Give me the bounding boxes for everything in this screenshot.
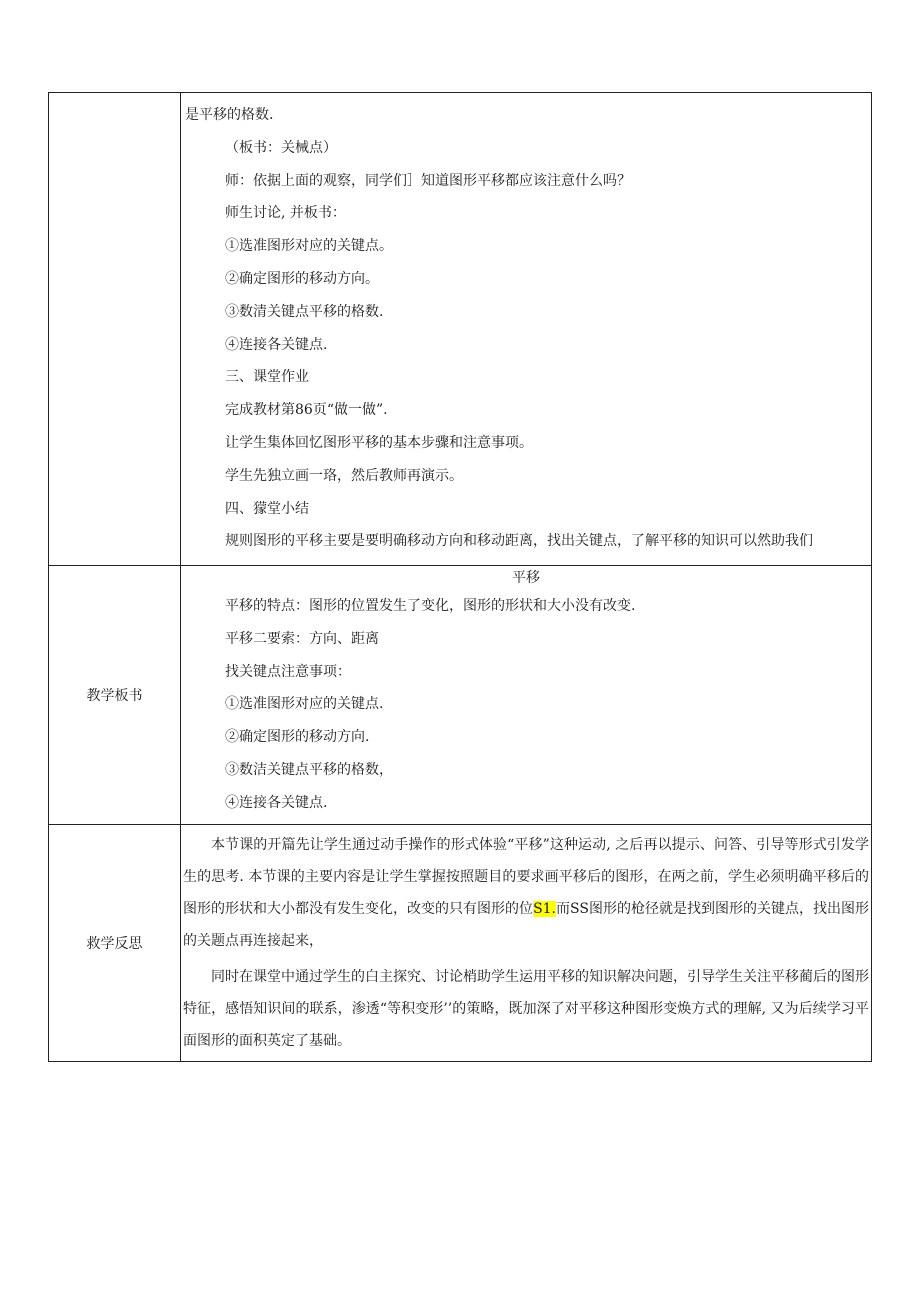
row-content xyxy=(181,824,872,1061)
board-title: 平移 xyxy=(512,570,540,586)
paragraph-text: 本节课的开篇先让学生通过动手操作的形式体验“平移”这种运动, 之后再以提示、问答、引导等形式引发学生的思考. 本节课的主要内容是让学生掌握按照题目的要求画平移后的图形，在两之前，学生必须明确平移后的图形的形状和大小都没有发生变化，改变的只有图形的位 xyxy=(183,836,869,917)
text-line: 是平移的格数. xyxy=(185,107,274,123)
text-line: 平移二要索：方向、距离 xyxy=(225,630,379,647)
table-row xyxy=(49,824,872,1061)
lesson-table xyxy=(48,92,872,1062)
highlighted-text: S1. xyxy=(533,900,557,917)
text-line: 规则图形的平移主要是要明确移动方向和移动距离，找出关键点，了解平移的知识可以然助我们 xyxy=(225,533,813,550)
text-line: ①选准图形对应的关键点. xyxy=(225,696,384,713)
text-line: 师生讨论, 并板书： xyxy=(225,205,346,222)
text-line: 找关键点注意事项： xyxy=(225,663,351,680)
text-line: ④连接各关键点. xyxy=(225,794,328,811)
row-label-empty xyxy=(49,93,181,566)
text-line: ③数清关键点平移的格数. xyxy=(225,303,384,320)
reflection-paragraph: 同时在课堂中通过学生的白主探究、讨论梢助学生运用平移的知识解决问题，引导学生关注平移蔺后的图形特征，感悟知识间的联系，渗透“等积变形’’的策略，既加深了对平移这种图形变焕方式的理解, 又为后续学习平面图形的面积英定了基础。 xyxy=(183,968,869,1049)
row-label: 救学反思 xyxy=(49,824,181,1061)
paragraph-text: 而SS图形的枪径就是找到图形的关键点，找出图形的关题点再连接起来， xyxy=(183,900,870,949)
text-line: 让学生集体回忆图形平移的基本步骤和注意事项。 xyxy=(225,434,533,451)
section-heading: 三、课堂作业 xyxy=(225,369,309,386)
text-line: 平移的特点：图形的位置发生了变化，图形的形状和大小没有改变. xyxy=(225,598,636,614)
table-row xyxy=(49,93,872,566)
reflection-paragraph xyxy=(181,825,871,961)
row-content xyxy=(181,566,872,825)
table-row xyxy=(49,566,872,825)
text-line: （板书：关械点） xyxy=(225,139,337,156)
text-line: ④连接各关键点. xyxy=(225,336,328,353)
row-label: 教学板书 xyxy=(49,566,181,825)
text-line: 师：依据上面的观察，同学们］知道图形平移都应该注意什么吗？ xyxy=(225,172,631,189)
text-line: 完成教材第86页“做一做”. xyxy=(225,402,388,419)
text-line: ③数洁关键点平移的格数， xyxy=(225,761,393,778)
section-heading: 四、獴堂小结 xyxy=(225,500,309,517)
text-line: ①选准图形对应的关键点。 xyxy=(225,238,393,255)
text-line: 学生先独立画一珞，然后教师再演示。 xyxy=(225,467,463,484)
row-content xyxy=(181,93,872,566)
text-line: ②确定图形的移动方向。 xyxy=(225,270,379,287)
text-line: ②确定图形的移动方向. xyxy=(225,729,370,746)
